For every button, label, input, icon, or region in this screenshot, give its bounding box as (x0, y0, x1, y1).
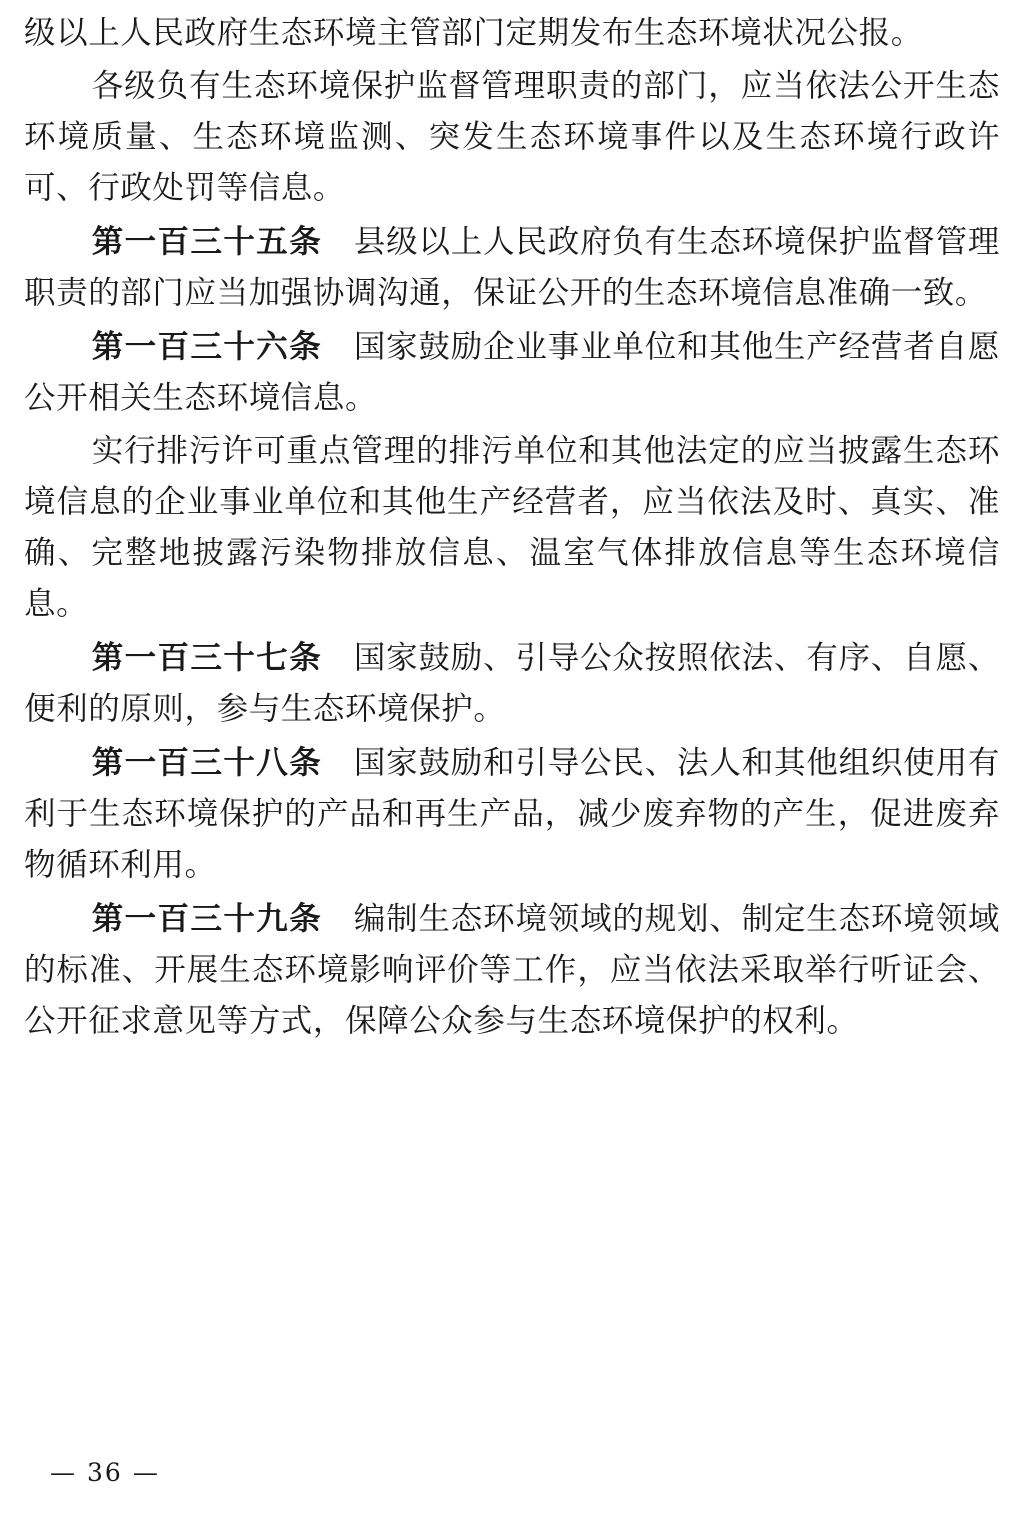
paragraph (24, 321, 1000, 424)
footer-dash-left: — (50, 1458, 77, 1487)
page-number: 36 (87, 1458, 123, 1487)
paragraph (24, 8, 1000, 59)
paragraph-text: 级以上人民政府生态环境主管部门定期发布生态环境状况公报。 (24, 15, 923, 51)
paragraph-text: 国家鼓励企业事业单位和其他生产经营者自愿公开相关生态环境信息。 (24, 329, 1000, 417)
paragraph (24, 426, 1000, 630)
paragraph-text: 实行排污许可重点管理的排污单位和其他法定的应当披露生态环境信息的企业事业单位和其他生产经营者，应当依法及时、真实、准确、完整地披露污染物排放信息、温室气体排放信息等生态环境信息。 (24, 433, 1000, 623)
paragraph-text: 县级以上人民政府负有生态环境保护监督管理职责的部门应当加强协调沟通，保证公开的生态环境信息准确一致。 (24, 224, 1000, 312)
paragraph (24, 216, 1000, 319)
article-label: 第一百三十八条 (91, 744, 323, 782)
paragraph (24, 61, 1000, 214)
article-label: 第一百三十六条 (91, 328, 323, 366)
paragraph (24, 737, 1000, 891)
paragraph-text: 国家鼓励和引导公民、法人和其他组织使用有利于生态环境保护的产品和再生产品，减少废弃物的产生，促进废弃物循环利用。 (24, 745, 1000, 884)
paragraph (24, 893, 1000, 1047)
paragraph (24, 632, 1000, 735)
article-label: 第一百三十五条 (91, 223, 323, 261)
article-label: 第一百三十九条 (91, 900, 323, 938)
document-body (24, 0, 1000, 1047)
page-footer (0, 1458, 1024, 1487)
paragraph-text: 各级负有生态环境保护监督管理职责的部门，应当依法公开生态环境质量、生态环境监测、突发生态环境事件以及生态环境行政许可、行政处罚等信息。 (24, 68, 1000, 207)
paragraph-text: 国家鼓励、引导公众按照依法、有序、自愿、便利的原则，参与生态环境保护。 (24, 640, 1000, 728)
article-label: 第一百三十七条 (91, 639, 323, 677)
footer-dash-right: — (132, 1458, 160, 1487)
paragraph-text: 编制生态环境领域的规划、制定生态环境领域的标准、开展生态环境影响评价等工作，应当依法采取举行听证会、公开征求意见等方式，保障公众参与生态环境保护的权利。 (24, 901, 1000, 1040)
